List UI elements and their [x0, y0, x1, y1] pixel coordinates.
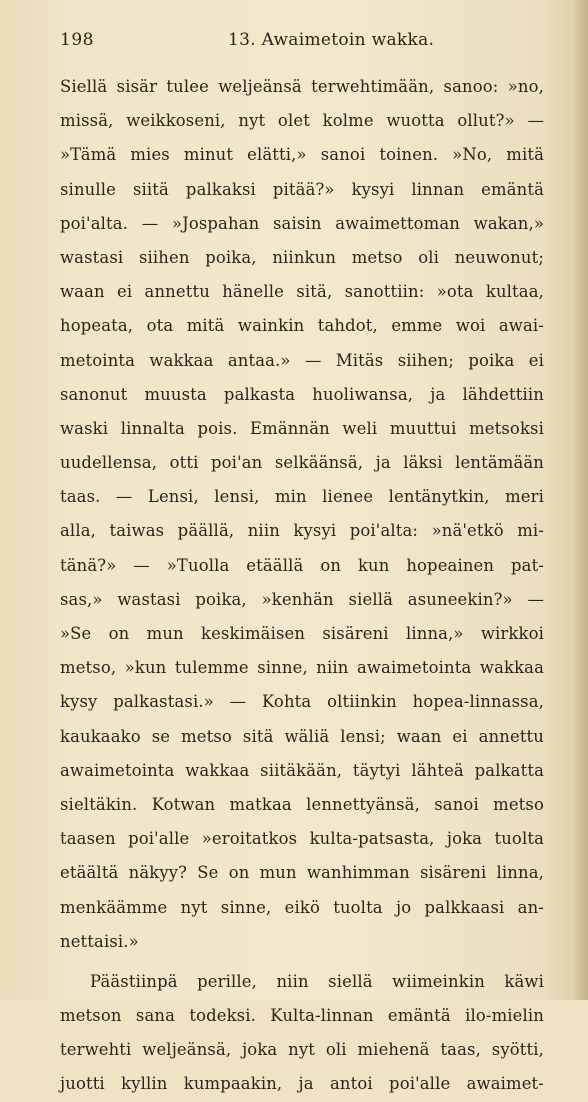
text-line: terwehti weljeänsä, joka nyt oli miehenä taas, syötti,: [60, 1040, 544, 1060]
text-line: metso, »kun tulemme sinne, niin awaimetointa wakkaa: [60, 658, 544, 678]
text-line: sanonut muusta palkasta huoliwansa, ja lähdettiin: [60, 384, 544, 404]
text-line: sas,» wastasi poika, »kenhän siellä asuneekin?» —: [60, 589, 544, 609]
page-header: [60, 30, 538, 58]
text-line: sieltäkin. Kotwan matkaa lennettyänsä, sanoi metso: [60, 794, 544, 814]
text-line: kysy palkastasi.» — Kohta oltiinkin hopea-linnassa,: [60, 692, 544, 712]
body-text: [60, 70, 544, 1102]
text-line: waan ei annettu hänelle sitä, sanottiin: »ota kultaa,: [60, 282, 544, 302]
text-line: »Se on mun keskimäisen sisäreni linna,» wirkkoi: [60, 624, 544, 643]
text-line: metointa wakkaa antaa.» — Mitäs siihen; poika ei: [60, 350, 544, 370]
text-line: kaukaako se metso sitä wäliä lensi; waan ei annettu: [60, 726, 544, 746]
text-line: uudellensa, otti poi'an selkäänsä, ja läksi lentämään: [60, 453, 544, 473]
page-number: 198: [60, 30, 94, 50]
text-line: metson sana todeksi. Kulta-linnan emäntä ilo-mielin: [60, 1006, 544, 1026]
paragraph-first-line: Päästiinpä perille, niin siellä wiimeinkin käwi: [90, 971, 544, 991]
text-line: missä, weikkoseni, nyt olet kolme wuotta ollut?» —: [60, 111, 544, 131]
text-line: »Tämä mies minut elätti,» sanoi toinen. »No, mitä: [60, 145, 544, 165]
text-line: awaimetointa wakkaa siitäkään, täytyi lähteä palkatta: [60, 760, 544, 780]
text-line: taasen poi'alle »eroitatkos kulta-patsasta, joka tuolta: [60, 829, 544, 849]
text-line: juotti kyllin kumpaakin, ja antoi poi'alle awaimet-: [60, 1074, 544, 1094]
text-line: poi'alta. — »Jospahan saisin awaimettoman wakan,»: [60, 213, 544, 233]
text-line: waski linnalta pois. Emännän weli muuttui metsoksi: [60, 418, 544, 438]
text-line: hopeata, ota mitä wainkin tahdot, emme woi awai-: [60, 316, 544, 336]
text-line: wastasi siihen poika, niinkun metso oli neuwonut;: [60, 247, 544, 267]
page-edge-shadow: [574, 0, 588, 1000]
text-line: alla, taiwas päällä, niin kysyi poi'alta: »nä'etkö mi-: [60, 521, 544, 541]
text-line: menkäämme nyt sinne, eikö tuolta jo palkkaasi an-: [60, 897, 544, 917]
running-title: 13. Awaimetoin wakka.: [228, 30, 435, 50]
text-line: Siellä sisär tulee weljeänsä terwehtimään, sanoo: »no,: [60, 77, 544, 96]
text-line: taas. — Lensi, lensi, min lienee lentänytkin, meri: [60, 487, 544, 507]
text-line: tänä?» — »Tuolla etäällä on kun hopeainen pat-: [60, 555, 544, 575]
text-line: sinulle siitä palkaksi pitää?» kysyi linnan emäntä: [60, 179, 544, 199]
text-line: nettaisi.»: [60, 931, 139, 951]
text-line: etäältä näkyy? Se on mun wanhimman sisäreni linna,: [60, 863, 544, 883]
